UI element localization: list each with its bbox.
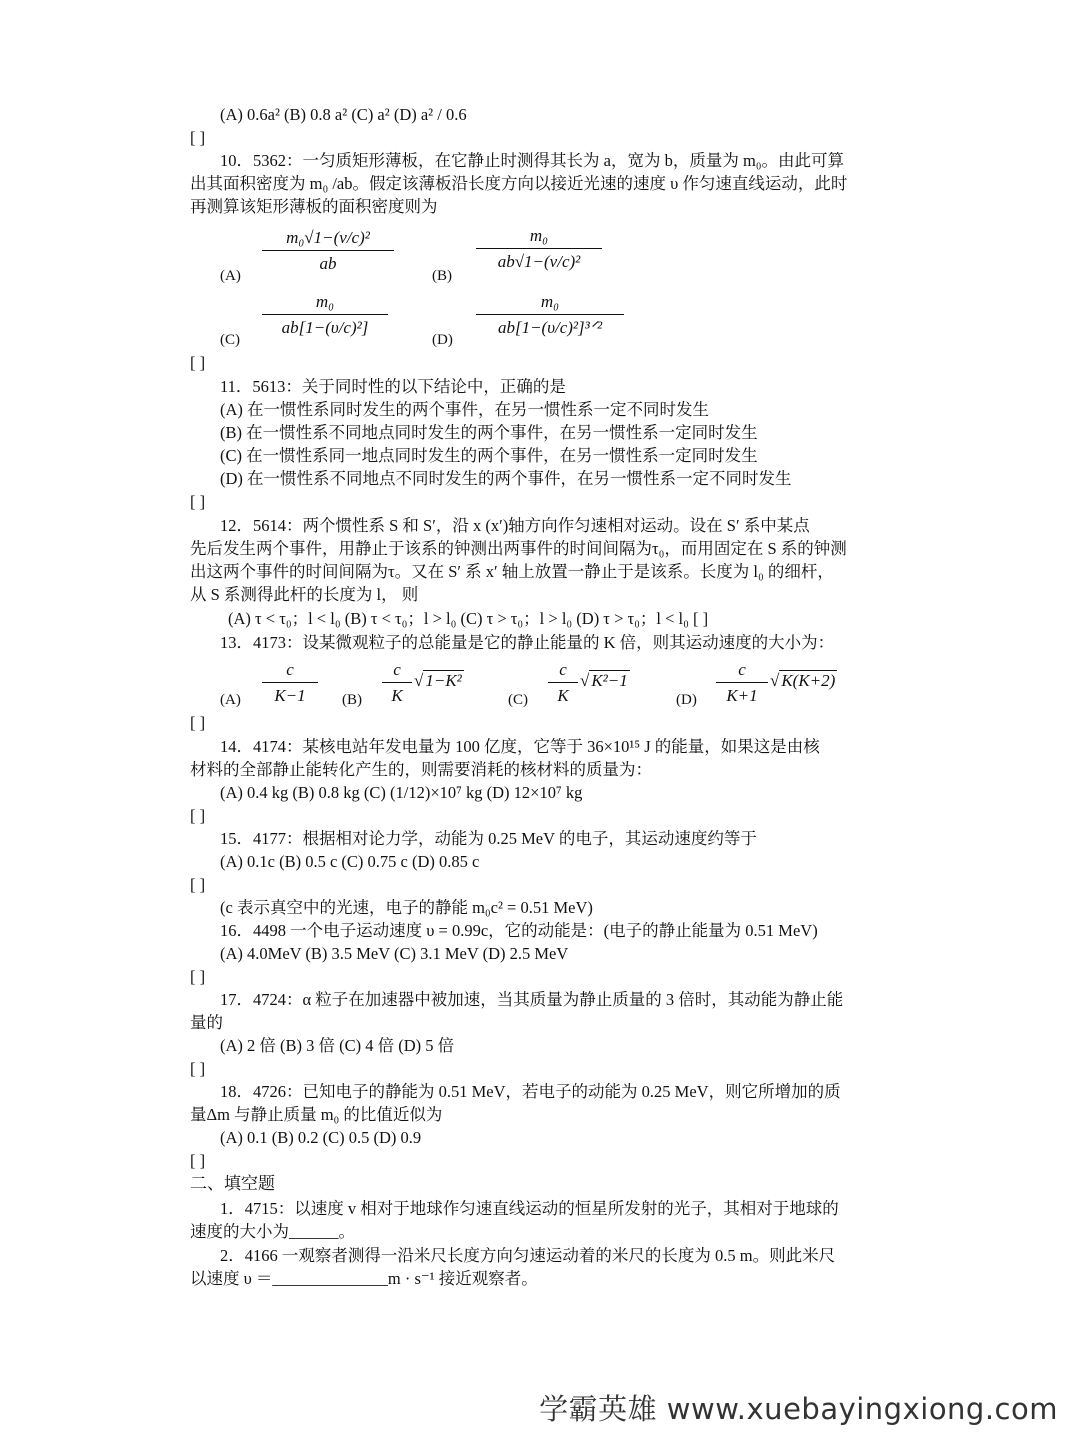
q10-d-numerator: m₀: [476, 292, 624, 315]
q13-b-denominator: K: [391, 686, 403, 705]
q17-line2: 量的: [190, 1013, 223, 1032]
fill1-line1: 1．4715：以速度 v 相对于地球作匀速直线运动的恒星所发射的光子，其相对于地球的: [220, 1199, 839, 1218]
q13-label-b: (B): [342, 692, 362, 708]
q11-option-d: (D) 在一惯性系不同地点不同时发生的两个事件，在另一惯性系一定不同时发生: [220, 469, 792, 488]
q10-c-denominator: ab[1−(υ/c)²]: [281, 318, 369, 337]
q13-option-b-radical: √ 1−K²: [414, 671, 462, 690]
q10-label-b: (B): [432, 268, 452, 284]
q10-label-d: (D): [432, 332, 453, 348]
q13-label-c: (C): [508, 692, 528, 708]
q13-d-denominator: K+1: [726, 686, 758, 705]
q13-label-a: (A): [220, 692, 241, 708]
q13-label-d: (D): [676, 692, 697, 708]
footer-watermark: 学霸英雄 www.xuebayingxiong.com: [539, 1392, 1058, 1426]
answer-bracket-q10: [ ]: [190, 353, 206, 372]
q13-title: 13．4173：设某微观粒子的总能量是它的静止能量的 K 倍，则其运动速度的大小为：: [220, 633, 835, 652]
q13-option-d-fraction: [716, 660, 768, 706]
q12-line3: 出这两个事件的时间间隔为τ。又在 S′ 系 x′ 轴上放置一静止于是该系。长度为 l₀ 的细杆，: [190, 562, 834, 581]
q10-c-numerator: m₀: [262, 292, 388, 315]
q13-b-radicand: 1−K²: [425, 671, 462, 690]
answer-bracket-q18: [ ]: [190, 1151, 206, 1170]
q12-options: (A) τ < τ₀；l < l₀ (B) τ < τ₀；l > l₀ (C) τ > τ₀；l > l₀ (D) τ > τ₀；l < l₀ [ ]: [228, 609, 709, 628]
q11-option-a: (A) 在一惯性系同时发生的两个事件，在另一惯性系一定不同时发生: [220, 400, 710, 419]
q13-c-radicand: K²−1: [591, 671, 628, 690]
q9-options: (A) 0.6a² (B) 0.8 a² (C) a² (D) a² / 0.6: [220, 105, 467, 124]
fill2-line1: 2．4166 一观察者测得一沿米尺长度方向匀速运动着的米尺的长度为 0.5 m。则此米尺: [220, 1246, 836, 1265]
q16-title: 16．4498 一个电子运动速度 υ = 0.99c，它的动能是：(电子的静止能量为 0.51 MeV): [220, 921, 818, 940]
answer-bracket-q17: [ ]: [190, 1059, 206, 1078]
q14-options: (A) 0.4 kg (B) 0.8 kg (C) (1/12)×10⁷ kg (D) 12×10⁷ kg: [220, 783, 583, 802]
q13-option-b-fraction: [382, 660, 412, 706]
answer-bracket-q14: [ ]: [190, 806, 206, 825]
q10-label-a: (A): [220, 268, 241, 284]
q13-option-c-fraction: [548, 660, 578, 706]
q13-option-c-radical: √ K²−1: [580, 671, 628, 690]
answer-bracket-q16: [ ]: [190, 967, 206, 986]
q13-d-radicand: K(K+2): [781, 671, 836, 690]
q13-a-denominator: K−1: [274, 686, 306, 705]
q10-b-denominator: ab√1−(v/c)²: [497, 252, 581, 271]
q15-title: 15．4177：根据相对论力学，动能为 0.25 MeV 的电子，其运动速度约等于: [220, 829, 757, 848]
answer-bracket-q9: [ ]: [190, 128, 206, 147]
q13-b-numerator: c: [382, 660, 412, 683]
answer-bracket-q15: [ ]: [190, 875, 206, 894]
q11-title: 11．5613：关于同时性的以下结论中，正确的是: [220, 377, 566, 396]
q17-line1: 17．4724：α 粒子在加速器中被加速，当其质量为静止质量的 3 倍时，其动能为静止能: [220, 990, 844, 1009]
answer-bracket-q13: [ ]: [190, 713, 206, 732]
q18-options: (A) 0.1 (B) 0.2 (C) 0.5 (D) 0.9: [220, 1128, 422, 1147]
q12-line4: 从 S 系测得此杆的长度为 l， 则: [190, 585, 419, 604]
q13-option-a-formula: [262, 660, 318, 706]
q10-option-a-formula: [262, 228, 394, 274]
q13-c-denominator: K: [557, 686, 569, 705]
q10-option-b-formula: [476, 226, 602, 272]
q10-option-c-formula: [262, 292, 388, 338]
answer-bracket-q11: [ ]: [190, 492, 206, 511]
fill1-line2: 速度的大小为______。: [190, 1222, 355, 1241]
q12-line2: 先后发生两个事件，用静止于该系的钟测出两事件的时间间隔为τ₀，而用固定在 S 系的钟测: [190, 539, 847, 558]
q10-line3: 再测算该矩形薄板的面积密度则为: [190, 197, 438, 216]
q11-option-b: (B) 在一惯性系不同地点同时发生的两个事件，在另一惯性系一定同时发生: [220, 423, 758, 442]
q15-options: (A) 0.1c (B) 0.5 c (C) 0.75 c (D) 0.85 c: [220, 852, 480, 871]
q14-line1: 14．4174：某核电站年发电量为 100 亿度，它等于 36×10¹⁵ J 的能量，如果这是由核: [220, 737, 820, 756]
q13-c-numerator: c: [548, 660, 578, 683]
q10-label-c: (C): [220, 332, 240, 348]
q10-line2: 出其面积密度为 m₀ /ab。假定该薄板沿长度方向以接近光速的速度 υ 作匀速直线运动，此时: [190, 174, 848, 193]
q15-note: (c 表示真空中的光速，电子的静能 m₀c² = 0.51 MeV): [220, 898, 593, 917]
section-fill-in-heading: 二、填空题: [190, 1174, 275, 1193]
q14-line2: 材料的全部静止能转化产生的，则需要消耗的核材料的质量为：: [190, 760, 652, 779]
q13-d-numerator: c: [716, 660, 768, 683]
q17-options: (A) 2 倍 (B) 3 倍 (C) 4 倍 (D) 5 倍: [220, 1036, 455, 1055]
fill2-line2: 以速度 υ ＝______________m · s⁻¹ 接近观察者。: [190, 1269, 538, 1288]
q12-line1: 12．5614：两个惯性系 S 和 S′，沿 x (x′)轴方向作匀速相对运动。设在 S′ 系中某点: [220, 516, 810, 535]
q10-b-numerator: m₀: [476, 226, 602, 249]
q10-option-d-formula: [476, 292, 624, 338]
q10-a-denominator: ab: [319, 254, 337, 273]
q10-line1: 10．5362：一匀质矩形薄板，在它静止时测得其长为 a，宽为 b，质量为 m₀。由此可算: [220, 151, 845, 170]
q10-a-numerator: m₀√1−(v/c)²: [262, 228, 394, 251]
q11-option-c: (C) 在一惯性系同一地点同时发生的两个事件，在另一惯性系一定同时发生: [220, 446, 758, 465]
q13-option-d-radical: √ K(K+2): [770, 671, 836, 690]
q16-options: (A) 4.0MeV (B) 3.5 MeV (C) 3.1 MeV (D) 2.5 MeV: [220, 944, 569, 963]
q10-d-denominator: ab[1−(υ/c)²]³ᐟ²: [497, 318, 603, 337]
q18-line2: 量Δm 与静止质量 m₀ 的比值近似为: [190, 1105, 443, 1124]
q18-line1: 18．4726：已知电子的静能为 0.51 MeV，若电子的动能为 0.25 MeV，则它所增加的质: [220, 1082, 841, 1101]
q13-a-numerator: c: [262, 660, 318, 683]
